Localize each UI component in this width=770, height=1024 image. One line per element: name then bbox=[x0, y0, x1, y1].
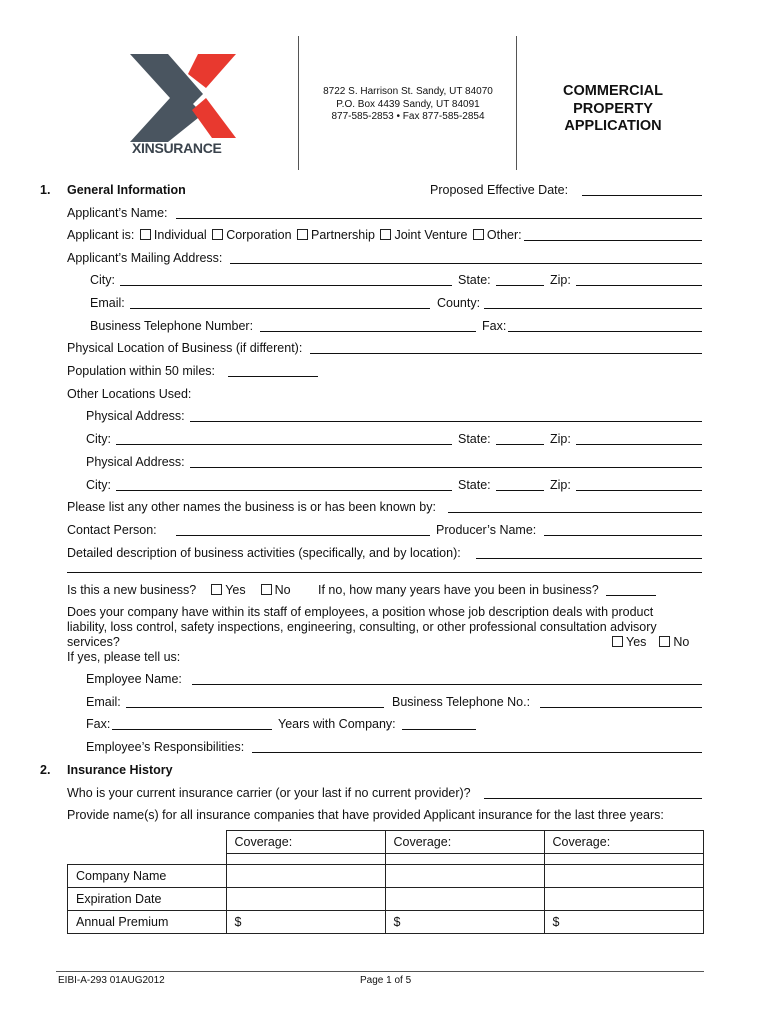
table-cell[interactable] bbox=[385, 865, 544, 888]
form-title bbox=[530, 83, 696, 136]
other-checkbox[interactable] bbox=[473, 229, 484, 240]
table-cell[interactable]: $ bbox=[385, 911, 544, 934]
individual-checkbox[interactable] bbox=[140, 229, 151, 240]
title-line: PROPERTY bbox=[573, 100, 653, 117]
city-2-field[interactable] bbox=[116, 490, 452, 491]
section-2-title: Insurance History bbox=[67, 763, 173, 777]
responsibilities-field[interactable] bbox=[252, 752, 702, 753]
email-field[interactable] bbox=[130, 308, 430, 309]
logo-text: XINSURANCE bbox=[132, 140, 222, 156]
coverage-header: Coverage: bbox=[226, 831, 385, 854]
partnership-checkbox[interactable] bbox=[297, 229, 308, 240]
city-label: City: bbox=[90, 273, 115, 287]
current-carrier-field[interactable] bbox=[484, 798, 702, 799]
header-divider-left bbox=[298, 36, 299, 170]
table-corner bbox=[68, 831, 227, 854]
no-label: No bbox=[274, 583, 291, 597]
physical-address-label: Physical Address: bbox=[86, 409, 185, 423]
company-address bbox=[300, 86, 516, 124]
table-spacer-row bbox=[68, 854, 704, 865]
footer-rule bbox=[56, 971, 704, 972]
employee-email-field[interactable] bbox=[126, 707, 384, 708]
title-line: COMMERCIAL bbox=[563, 83, 663, 99]
option-label: Joint Venture bbox=[394, 228, 468, 242]
years-in-business-field[interactable] bbox=[606, 595, 656, 596]
city-label: City: bbox=[86, 432, 111, 446]
table-cell[interactable] bbox=[544, 865, 703, 888]
zip-label: Zip: bbox=[550, 432, 571, 446]
state-label: State: bbox=[458, 478, 491, 492]
no-label: No bbox=[673, 635, 690, 649]
employee-fax-field[interactable] bbox=[112, 729, 272, 730]
city-label: City: bbox=[86, 478, 111, 492]
option-label: Individual bbox=[153, 228, 207, 242]
years-with-company-field[interactable] bbox=[402, 729, 476, 730]
table-cell[interactable] bbox=[226, 888, 385, 911]
mailing-address-field[interactable] bbox=[230, 263, 702, 264]
provide-names-label: Provide name(s) for all insurance companies that have provided Applicant insurance for the last three years: bbox=[67, 808, 664, 822]
description-label: Detailed description of business activities (specifically, and by location): bbox=[67, 546, 461, 560]
staff-question-line: liability, loss control, safety inspections, engineering, consulting, or other professional consultation advisory bbox=[67, 620, 657, 634]
row-label: Annual Premium bbox=[68, 911, 227, 934]
county-label: County: bbox=[437, 296, 481, 310]
contact-person-field[interactable] bbox=[176, 535, 430, 536]
address-line: P.O. Box 4439 Sandy, UT 84091 bbox=[336, 98, 480, 110]
if-yes-label: If yes, please tell us: bbox=[67, 650, 181, 664]
applicant-type-row bbox=[67, 228, 522, 242]
option-label: Other: bbox=[486, 228, 522, 242]
population-label: Population within 50 miles: bbox=[67, 364, 215, 378]
option-label: Corporation bbox=[226, 228, 292, 242]
logo-x-red-lower bbox=[192, 98, 236, 138]
proposed-date-label: Proposed Effective Date: bbox=[430, 183, 569, 197]
coverage-header: Coverage: bbox=[385, 831, 544, 854]
zip-label: Zip: bbox=[550, 273, 571, 287]
years-in-business-label: If no, how many years have you been in business? bbox=[318, 583, 599, 597]
city-field[interactable] bbox=[120, 285, 452, 286]
other-names-field[interactable] bbox=[448, 512, 702, 513]
state-field[interactable] bbox=[496, 285, 544, 286]
new-business-yes-checkbox[interactable] bbox=[211, 584, 222, 595]
other-names-label: Please list any other names the business is or has been known by: bbox=[67, 500, 436, 514]
table-cell[interactable]: $ bbox=[544, 911, 703, 934]
description-field-2[interactable] bbox=[67, 572, 702, 573]
yes-label: Yes bbox=[225, 583, 246, 597]
table-row-company-name bbox=[68, 865, 704, 888]
state-2-field[interactable] bbox=[496, 490, 544, 491]
business-phone-label: Business Telephone Number: bbox=[90, 319, 254, 333]
table-cell[interactable] bbox=[544, 888, 703, 911]
staff-question-line: services? bbox=[67, 635, 120, 649]
zip-2-field[interactable] bbox=[576, 490, 702, 491]
yes-label: Yes bbox=[626, 635, 647, 649]
table-cell[interactable]: $ bbox=[226, 911, 385, 934]
mailing-address-label: Applicant’s Mailing Address: bbox=[67, 251, 223, 265]
producer-name-field[interactable] bbox=[544, 535, 702, 536]
new-business-no-checkbox[interactable] bbox=[261, 584, 272, 595]
business-tel-no-label: Business Telephone No.: bbox=[392, 695, 531, 709]
physical-address-label: Physical Address: bbox=[86, 455, 185, 469]
other-type-field[interactable] bbox=[524, 240, 702, 241]
physical-address-2-field[interactable] bbox=[190, 467, 702, 468]
fax-label: Fax: bbox=[482, 319, 507, 333]
applicant-is-label: Applicant is: bbox=[67, 228, 135, 242]
zip-1-field[interactable] bbox=[576, 444, 702, 445]
state-label: State: bbox=[458, 432, 491, 446]
logo-x-red-upper bbox=[188, 54, 236, 88]
county-field[interactable] bbox=[484, 308, 702, 309]
employee-name-label: Employee Name: bbox=[86, 672, 182, 686]
description-field-1[interactable] bbox=[476, 558, 702, 559]
state-1-field[interactable] bbox=[496, 444, 544, 445]
applicant-name-field[interactable] bbox=[176, 218, 702, 219]
responsibilities-label: Employee’s Responsibilities: bbox=[86, 740, 245, 754]
staff-yes-checkbox[interactable] bbox=[612, 636, 623, 647]
section-1-title: General Information bbox=[67, 183, 186, 197]
business-phone-field[interactable] bbox=[260, 331, 476, 332]
city-1-field[interactable] bbox=[116, 444, 452, 445]
header-divider-right bbox=[516, 36, 517, 170]
contact-person-label: Contact Person: bbox=[67, 523, 157, 537]
current-carrier-label: Who is your current insurance carrier (or your last if no current provider)? bbox=[67, 786, 471, 800]
physical-location-field[interactable] bbox=[310, 353, 702, 354]
form-id: EIBI-A-293 01AUG2012 bbox=[58, 975, 165, 986]
population-field[interactable] bbox=[228, 376, 318, 377]
zip-label: Zip: bbox=[550, 478, 571, 492]
new-business-row bbox=[67, 583, 291, 597]
email-label: Email: bbox=[90, 296, 125, 310]
staff-no-checkbox[interactable] bbox=[659, 636, 670, 647]
staff-question-line: Does your company have within its staff of employees, a position whose job description deals with product bbox=[67, 605, 654, 619]
row-label: Company Name bbox=[68, 865, 227, 888]
proposed-date-field[interactable] bbox=[582, 195, 702, 196]
table-header-row bbox=[68, 831, 704, 854]
address-line: 8722 S. Harrison St. Sandy, UT 84070 bbox=[323, 86, 493, 97]
title-line: APPLICATION bbox=[564, 118, 662, 134]
address-line: 877-585-2853 • Fax 877-585-2854 bbox=[331, 111, 485, 122]
corporation-checkbox[interactable] bbox=[212, 229, 223, 240]
table-cell[interactable] bbox=[226, 865, 385, 888]
section-1-number: 1. bbox=[40, 183, 51, 197]
other-locations-label: Other Locations Used: bbox=[67, 387, 192, 401]
option-label: Partnership bbox=[311, 228, 375, 242]
state-label: State: bbox=[458, 273, 491, 287]
fax-field[interactable] bbox=[508, 331, 702, 332]
joint-venture-checkbox[interactable] bbox=[380, 229, 391, 240]
table-row-annual-premium bbox=[68, 911, 704, 934]
business-tel-no-field[interactable] bbox=[540, 707, 702, 708]
zip-field[interactable] bbox=[576, 285, 702, 286]
table-row-expiration-date bbox=[68, 888, 704, 911]
insurance-history-table bbox=[67, 830, 704, 934]
row-label: Expiration Date bbox=[68, 888, 227, 911]
staff-yes-no bbox=[610, 635, 689, 649]
page-number: Page 1 of 5 bbox=[360, 975, 412, 986]
physical-location-label: Physical Location of Business (if different): bbox=[67, 341, 303, 355]
years-with-company-label: Years with Company: bbox=[278, 717, 396, 731]
section-2-number: 2. bbox=[40, 763, 51, 777]
coverage-header: Coverage: bbox=[544, 831, 703, 854]
employee-fax-label: Fax: bbox=[86, 717, 111, 731]
employee-email-label: Email: bbox=[86, 695, 121, 709]
employee-name-field[interactable] bbox=[192, 684, 702, 685]
producer-name-label: Producer’s Name: bbox=[436, 523, 537, 537]
new-business-label: Is this a new business? bbox=[67, 583, 197, 597]
physical-address-1-field[interactable] bbox=[190, 421, 702, 422]
applicant-name-label: Applicant’s Name: bbox=[67, 206, 168, 220]
table-cell[interactable] bbox=[385, 888, 544, 911]
